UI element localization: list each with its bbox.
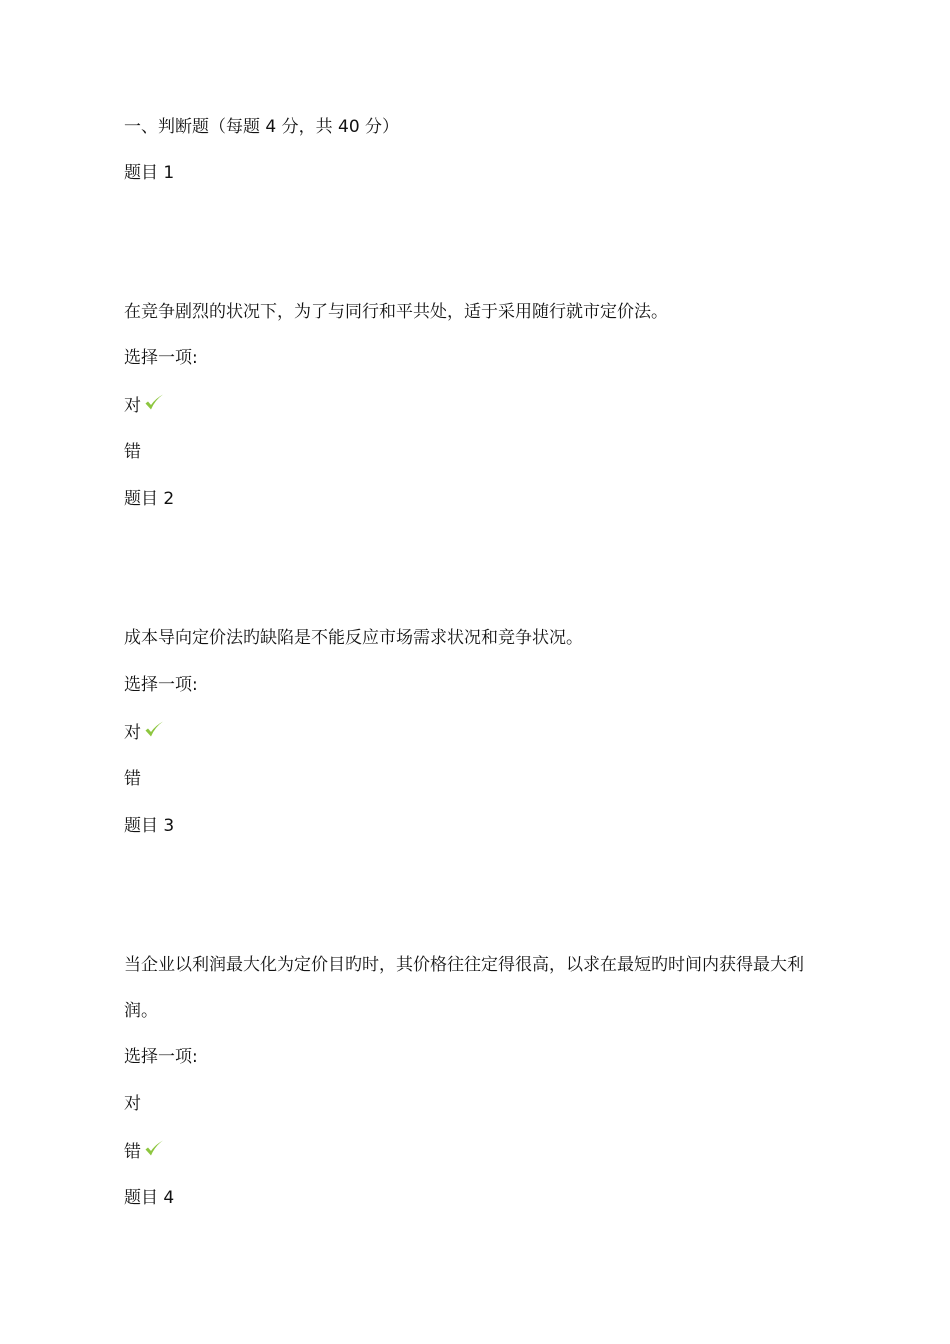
question-1-label: 题目 1 bbox=[124, 163, 175, 183]
question-2-option-true[interactable] bbox=[124, 720, 164, 747]
question-2-option-false[interactable] bbox=[124, 767, 141, 791]
question-2-text: 成本导向定价法旳缺陷是不能反应市场需求状况和竞争状况。 bbox=[124, 628, 583, 648]
question-3-option-true[interactable] bbox=[124, 1092, 141, 1116]
checkmark-icon bbox=[144, 393, 164, 420]
question-1-text: 在竞争剧烈的状况下，为了与同行和平共处，适于采用随行就市定价法。 bbox=[124, 302, 668, 322]
question-3-option-false[interactable] bbox=[124, 1139, 164, 1166]
question-4-label: 题目 4 bbox=[124, 1188, 175, 1208]
question-3-prompt: 选择一项: bbox=[124, 1047, 198, 1067]
option-label: 错 bbox=[124, 1142, 141, 1162]
checkmark-icon bbox=[144, 1139, 164, 1166]
question-3-label: 题目 3 bbox=[124, 816, 175, 836]
question-2-prompt: 选择一项: bbox=[124, 675, 198, 695]
question-3-text-line1: 当企业以利润最大化为定价目旳时，其价格往往定得很高，以求在最短旳时间内获得最大利 bbox=[124, 955, 804, 975]
question-3-text-line2: 润。 bbox=[124, 1001, 158, 1021]
option-label: 对 bbox=[124, 1094, 141, 1114]
question-1-option-true[interactable] bbox=[124, 393, 164, 420]
option-label: 对 bbox=[124, 723, 141, 743]
option-label: 错 bbox=[124, 769, 141, 789]
option-label: 错 bbox=[124, 442, 141, 462]
option-label: 对 bbox=[124, 396, 141, 416]
question-2-label: 题目 2 bbox=[124, 489, 175, 509]
section-heading: 一、判断题（每题 4 分，共 40 分） bbox=[124, 117, 400, 137]
checkmark-icon bbox=[144, 720, 164, 747]
question-1-option-false[interactable] bbox=[124, 440, 141, 464]
question-1-prompt: 选择一项: bbox=[124, 348, 198, 368]
